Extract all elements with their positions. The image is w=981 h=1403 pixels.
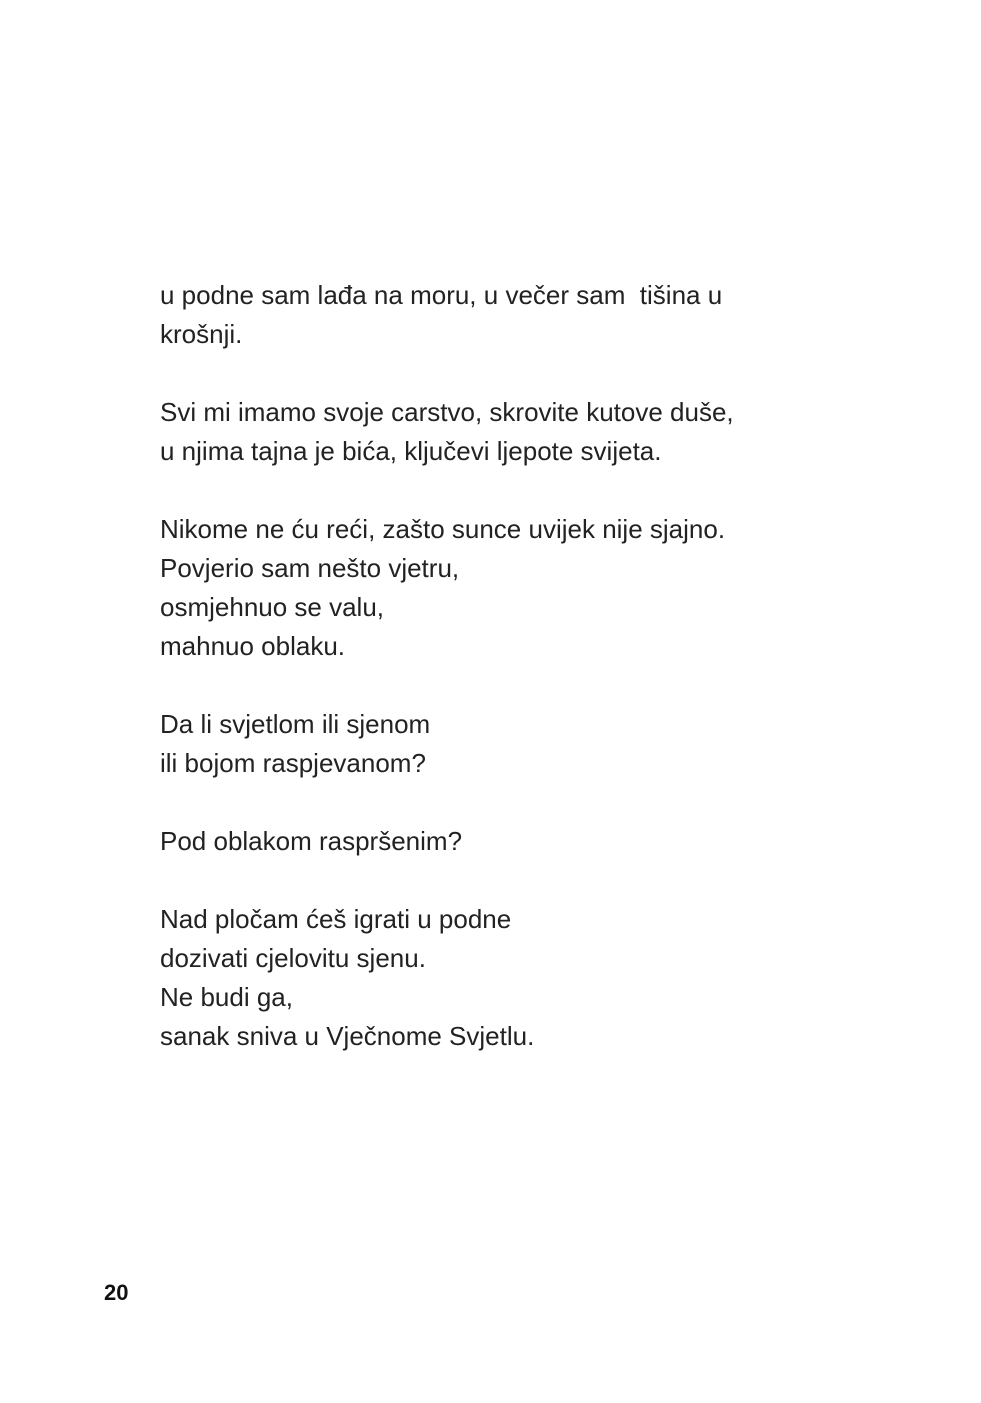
poem-line: mahnuo oblaku. [160, 631, 346, 661]
poem-body [160, 276, 860, 1056]
stanza-4 [160, 705, 860, 783]
poem-line: Nikome ne ću reći, zašto sunce uvijek nije sjajno. [160, 514, 726, 544]
stanza-5 [160, 822, 860, 861]
poem-line: dozivati cjelovitu sjenu. [160, 943, 426, 973]
poem-line: sanak sniva u Vječnome Svjetlu. [160, 1021, 535, 1051]
poem-line: Svi mi imamo svoje carstvo, skrovite kutove duše, [160, 397, 734, 427]
poem-line: u njima tajna je bića, ključevi ljepote svijeta. [160, 436, 662, 466]
poem-line: Povjerio sam nešto vjetru, [160, 553, 460, 583]
stanza-1 [160, 276, 860, 354]
stanza-3 [160, 510, 860, 666]
poem-line: osmjehnuo se valu, [160, 592, 385, 622]
poem-line: u podne sam lađa na moru, u večer sam tišina u [160, 280, 723, 310]
stanza-6 [160, 900, 860, 1056]
poem-line: Nad pločam ćeš igrati u podne [160, 904, 512, 934]
poem-line: ili bojom raspjevanom? [160, 748, 426, 778]
poem-line: Da li svjetlom ili sjenom [160, 709, 431, 739]
poem-line: Ne budi ga, [160, 982, 293, 1012]
stanza-2 [160, 393, 860, 471]
poem-line: krošnji. [160, 319, 243, 349]
poem-line: Pod oblakom raspršenim? [160, 826, 463, 856]
page-number: 20 [104, 1280, 129, 1305]
